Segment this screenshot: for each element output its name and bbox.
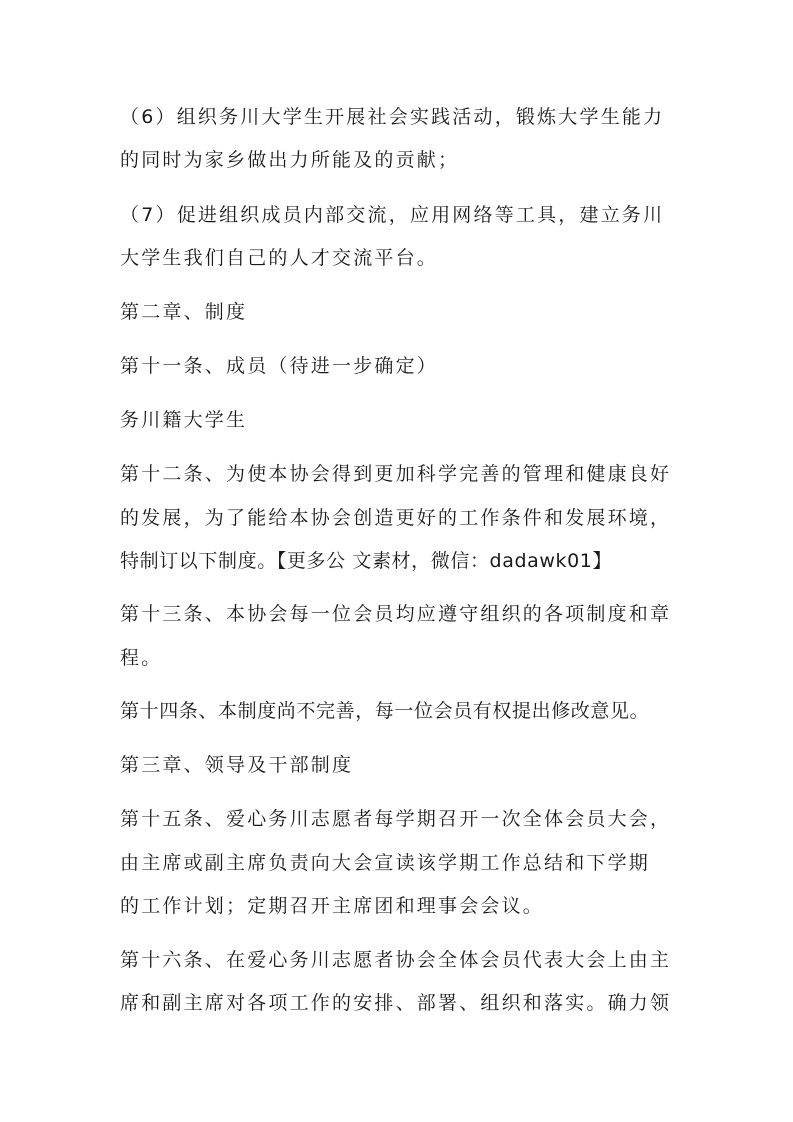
article-line: 第十三条、本协会每一位会员均应遵守组织的各项制度和章 (120, 603, 672, 625)
paragraph-line: 大学生我们自己的人才交流平台。 (120, 247, 439, 269)
chapter-heading: 第二章、制度 (120, 301, 248, 323)
paragraph-line: 席和副主席对各项工作的安排、部署、组织和落实。确力领 (120, 992, 672, 1014)
paragraph-line: 特制订以下制度。【更多公 文素材，微信：dadawk01】 (120, 550, 613, 572)
paragraph-line: （6）组织务川大学生开展社会实践活动，锻炼大学生能力 (120, 106, 665, 128)
paragraph-line: 程。 (120, 647, 163, 669)
paragraph-line: 务川籍大学生 (120, 409, 248, 431)
paragraph-line: 的发展，为了能给本协会创造更好的工作条件和发展环境， (120, 507, 672, 529)
chapter-heading: 第三章、领导及干部制度 (120, 754, 354, 776)
paragraph-line: 由主席或副主席负责向大会宣读该学期工作总结和下学期 (120, 852, 651, 874)
article-line: 第十四条、本制度尚不完善，每一位会员有权提出修改意见。 (120, 700, 650, 722)
paragraph-line: （7）促进组织成员内部交流，应用网络等工具，建立务川 (120, 204, 665, 226)
article-line: 第十五条、爱心务川志愿者每学期召开一次全体会员大会， (120, 808, 672, 830)
paragraph-line: 的工作计划；定期召开主席团和理事会会议。 (120, 895, 545, 917)
article-line: 第十六条、在爱心务川志愿者协会全体会员代表大会上由主 (120, 949, 672, 971)
article-line: 第十一条、成员（待进一步确定） (120, 355, 439, 377)
article-line: 第十二条、为使本协会得到更加科学完善的管理和健康良好 (120, 463, 672, 485)
paragraph-line: 的同时为家乡做出力所能及的贡献； (120, 149, 460, 171)
